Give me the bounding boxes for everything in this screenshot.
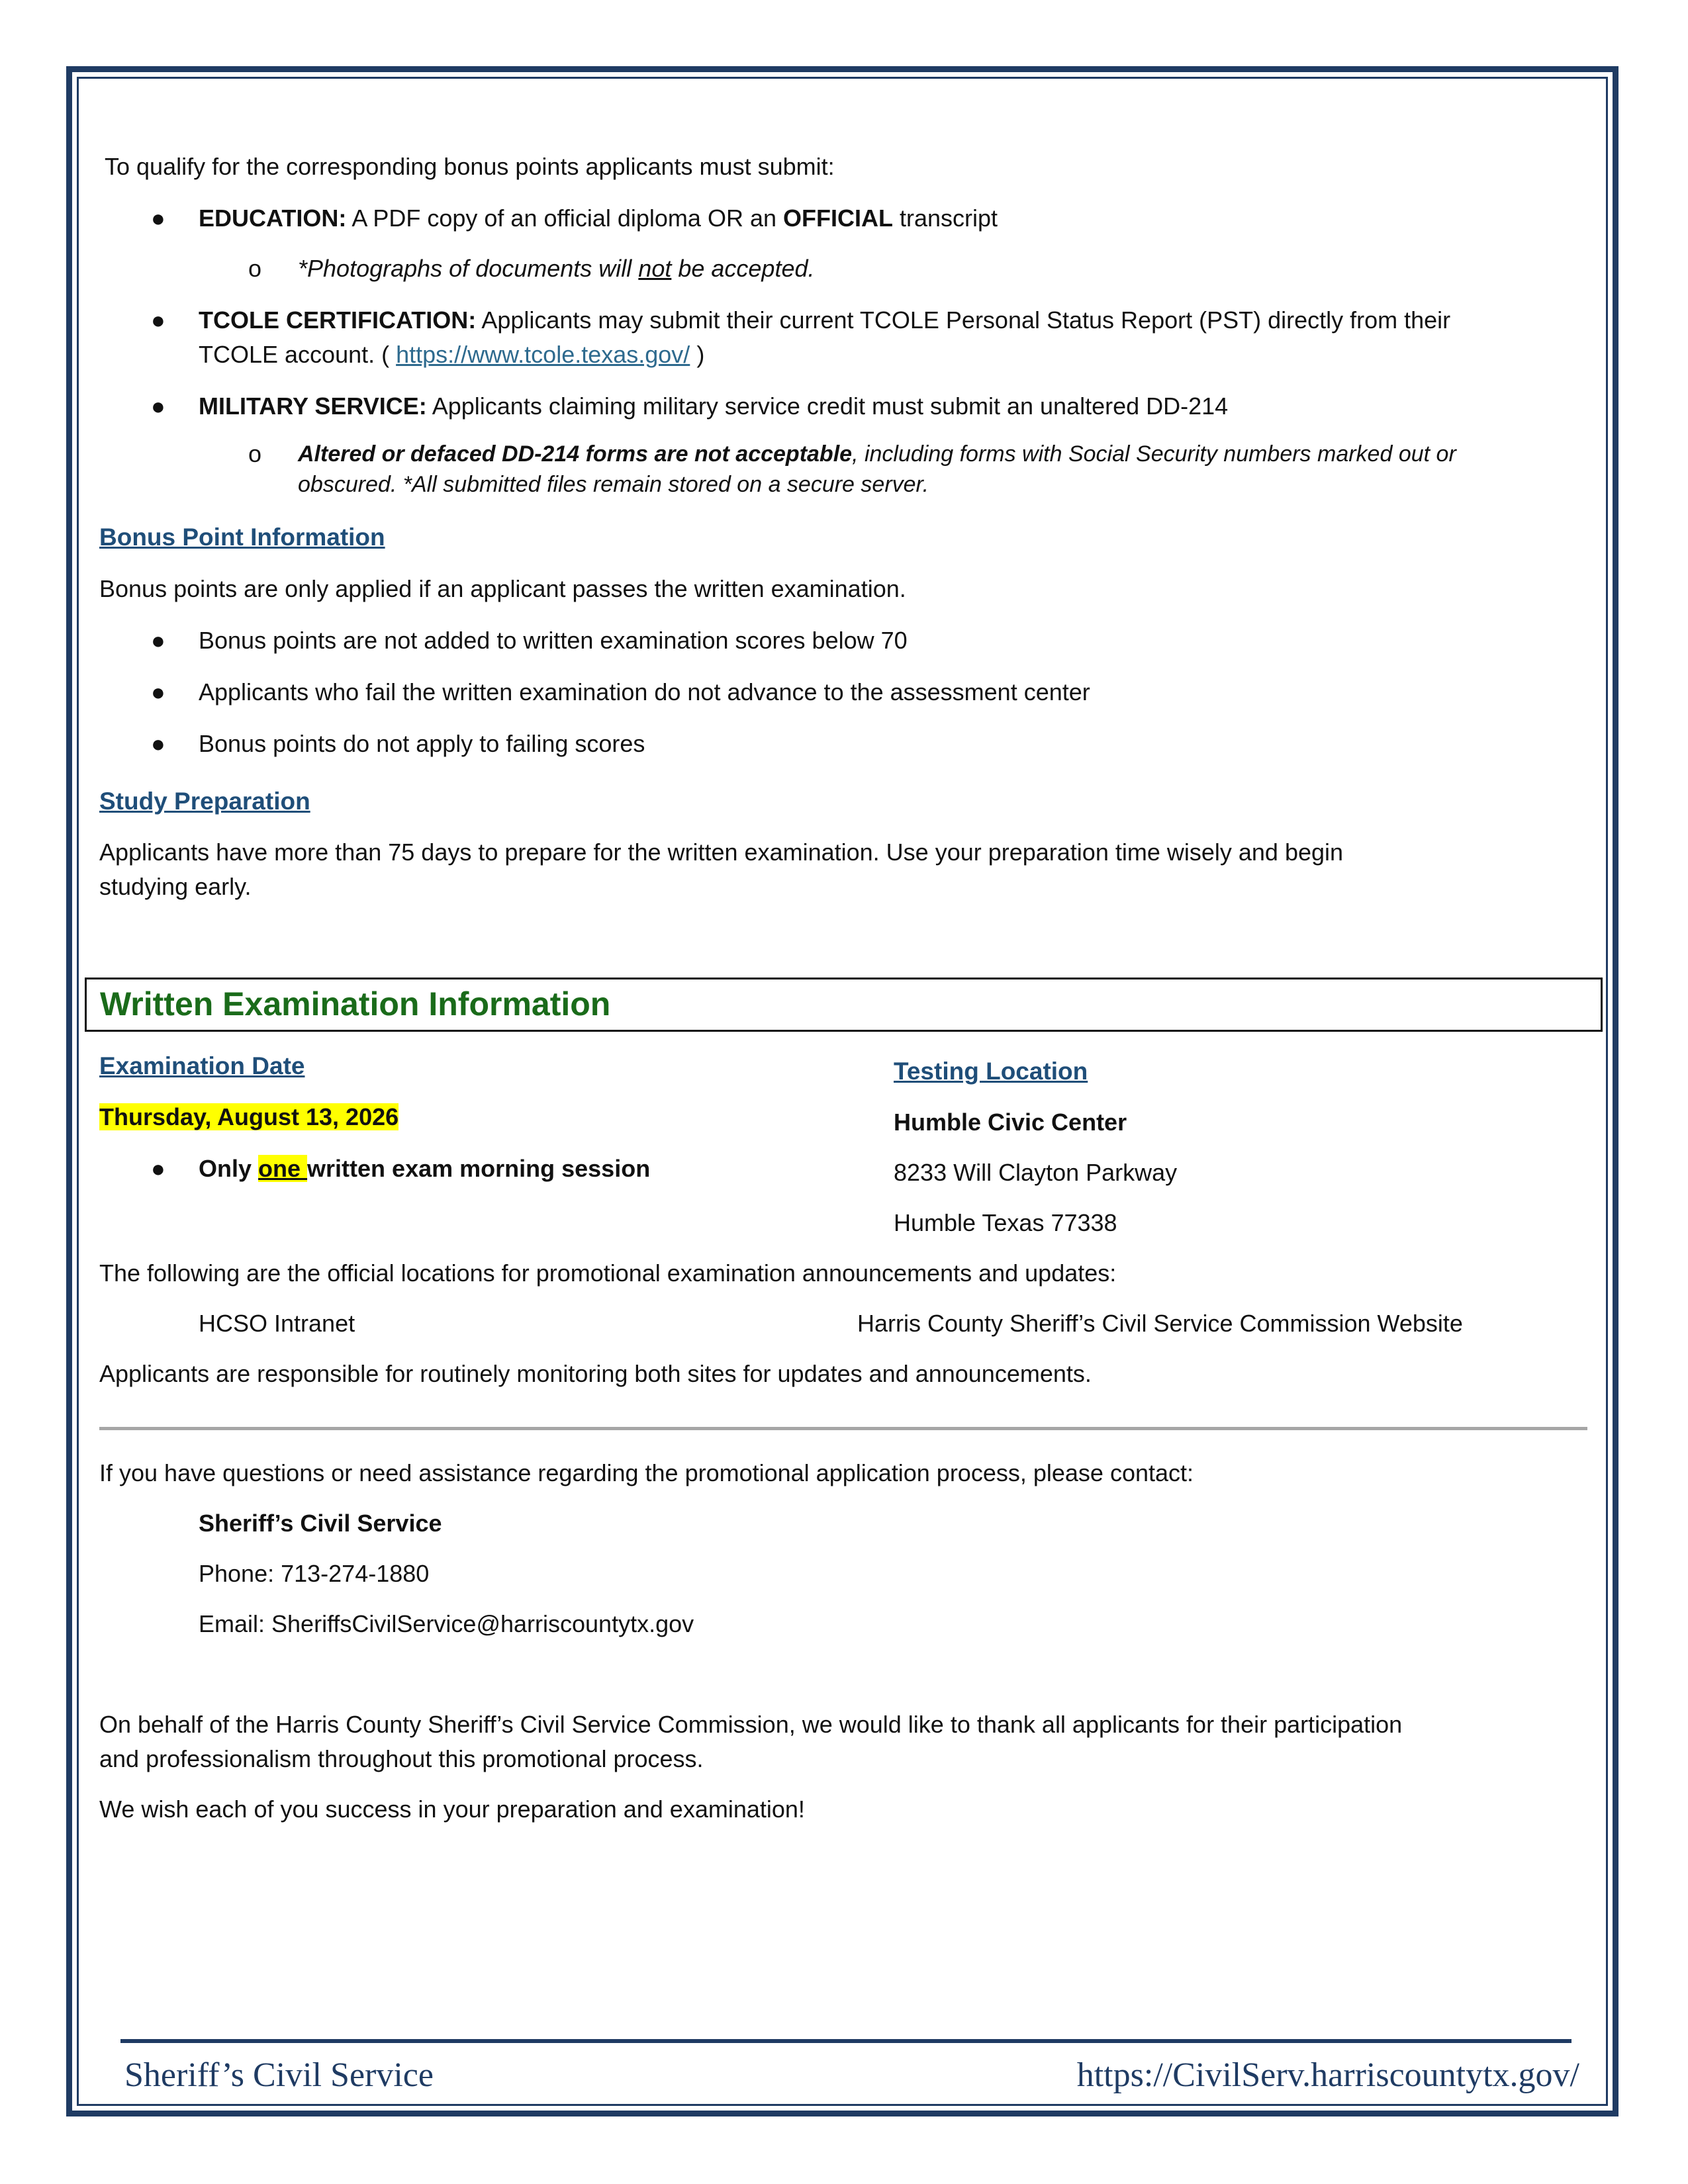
session-b: written exam morning session xyxy=(307,1155,651,1182)
bonus-item: Bonus points are not added to written examination scores below 70 xyxy=(199,627,908,654)
exam-date-value: Thursday, August 13, 2026 xyxy=(99,1103,399,1130)
tcole-link[interactable]: https://www.tcole.texas.gov/ xyxy=(396,341,690,368)
military-sub-line2: obscured. *All submitted files remain stored on a secure server. xyxy=(298,472,929,497)
contact-name: Sheriff’s Civil Service xyxy=(199,1510,442,1537)
location-name: Humble Civic Center xyxy=(894,1109,1127,1136)
military-item xyxy=(199,392,1228,421)
tcole-label: TCOLE CERTIFICATION: xyxy=(199,306,477,334)
military-sub-rest: , including forms with Social Security numbers marked out or xyxy=(852,441,1456,467)
closing-line3: We wish each of you success in your preparation and examination! xyxy=(99,1796,805,1823)
education-text-a: A PDF copy of an official diploma OR an xyxy=(346,205,783,232)
bonus-item: Bonus points do not apply to failing scores xyxy=(199,730,645,757)
exam-session xyxy=(199,1154,650,1183)
bullet-icon: ● xyxy=(151,730,165,757)
bullet-icon: ● xyxy=(151,627,165,654)
education-label: EDUCATION: xyxy=(199,205,347,232)
testing-location-heading: Testing Location xyxy=(894,1058,1088,1085)
education-official: OFFICIAL xyxy=(782,205,893,232)
education-sub-not: not xyxy=(638,255,672,282)
contact-intro: If you have questions or need assistance regarding the promotional application process, please contact: xyxy=(99,1459,1194,1486)
tcole-line2 xyxy=(199,340,704,369)
tcole-text-line1: Applicants may submit their current TCOLE Personal Status Report (PST) directly from their xyxy=(476,306,1451,334)
official-location-left: HCSO Intranet xyxy=(199,1310,355,1337)
contact-email: Email: SheriffsCivilService@harriscountytx.gov xyxy=(199,1610,694,1637)
footer-url[interactable]: https://CivilServ.harriscountytx.gov/ xyxy=(1076,2056,1579,2094)
bonus-heading: Bonus Point Information xyxy=(99,523,385,551)
tcole-text-line2: TCOLE account. ( xyxy=(199,341,397,368)
official-locations-intro: The following are the official locations for promotional examination announcements and updates: xyxy=(99,1259,1117,1287)
study-line2: studying early. xyxy=(99,873,252,900)
written-exam-section-header xyxy=(85,978,1603,1032)
bullet-icon: ● xyxy=(151,392,165,420)
exam-date-heading: Examination Date xyxy=(99,1052,305,1079)
monitoring-note: Applicants are responsible for routinely monitoring both sites for updates and announcements. xyxy=(99,1360,1092,1387)
military-label: MILITARY SERVICE: xyxy=(199,392,427,420)
bonus-intro: Bonus points are only applied if an applicant passes the written examination. xyxy=(99,575,906,602)
education-sub-a: *Photographs of documents will xyxy=(298,255,639,282)
education-subnote xyxy=(298,254,815,283)
address-line2: Humble Texas 77338 xyxy=(894,1209,1117,1236)
bullet-icon: ● xyxy=(151,1155,165,1182)
closing-line2: and professionalism throughout this promotional process. xyxy=(99,1745,704,1772)
military-text: Applicants claiming military service credit must submit an unaltered DD-214 xyxy=(426,392,1229,420)
military-subnote xyxy=(298,439,1456,469)
address-line1: 8233 Will Clayton Parkway xyxy=(894,1159,1178,1186)
bullet-icon: ● xyxy=(151,678,165,705)
intro-text: To qualify for the corresponding bonus points applicants must submit: xyxy=(105,153,835,180)
sub-bullet-icon: o xyxy=(248,440,262,467)
session-one: one xyxy=(258,1155,308,1182)
official-location-right: Harris County Sheriff’s Civil Service Commission Website xyxy=(857,1310,1463,1337)
bullet-icon: ● xyxy=(151,205,165,232)
military-sub-bold: Altered or defaced DD-214 forms are not acceptable xyxy=(298,441,853,467)
closing-line1: On behalf of the Harris County Sheriff’s Civil Service Commission, we would like to thank all applicants for their participation xyxy=(99,1711,1403,1738)
education-text-b: transcript xyxy=(892,205,998,232)
sub-bullet-icon: o xyxy=(248,255,262,282)
exam-date xyxy=(99,1103,399,1132)
horizontal-divider xyxy=(99,1427,1587,1430)
education-sub-b: be accepted. xyxy=(671,255,815,282)
contact-phone: Phone: 713-274-1880 xyxy=(199,1560,430,1587)
bullet-icon: ● xyxy=(151,306,165,334)
footer-rule xyxy=(120,2039,1571,2043)
tcole-text-end: ) xyxy=(690,341,705,368)
bonus-item: Applicants who fail the written examination do not advance to the assessment center xyxy=(199,678,1090,705)
footer-left-text: Sheriff’s Civil Service xyxy=(124,2056,434,2094)
education-item xyxy=(199,204,998,233)
session-a: Only xyxy=(199,1155,259,1182)
written-exam-title: Written Examination Information xyxy=(100,985,611,1023)
tcole-item xyxy=(199,306,1450,335)
study-line1: Applicants have more than 75 days to prepare for the written examination. Use your preparation time wisely and begin xyxy=(99,839,1344,866)
study-heading: Study Preparation xyxy=(99,788,310,815)
